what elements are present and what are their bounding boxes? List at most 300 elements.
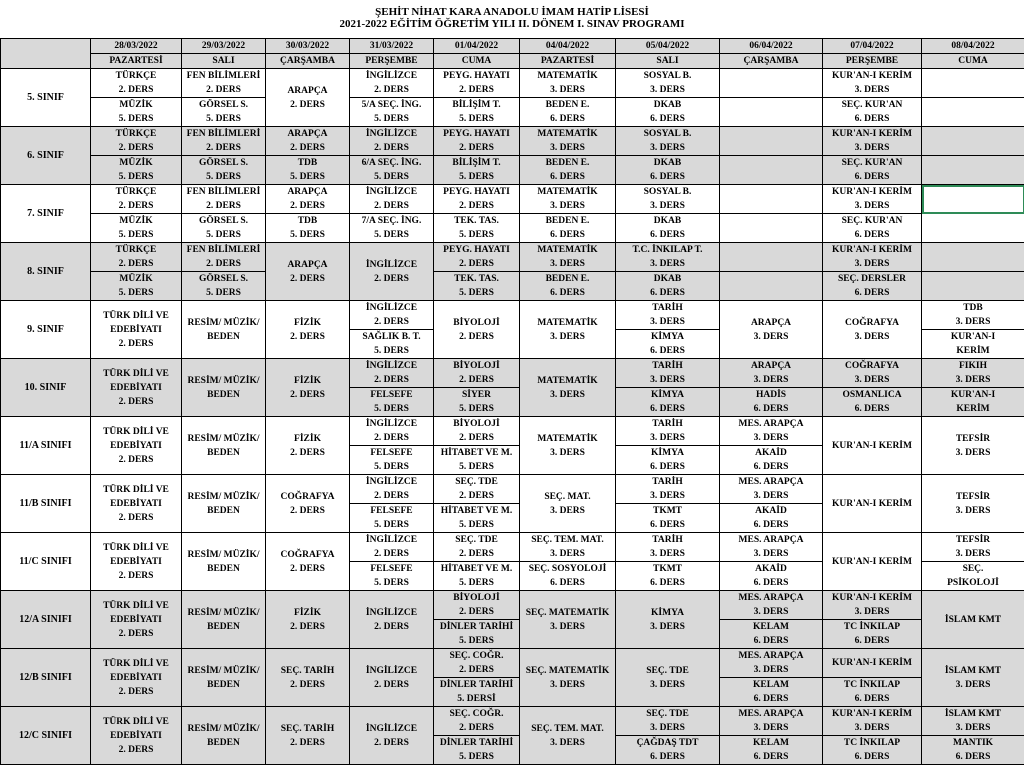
exam-cell-top [520, 533, 616, 562]
cell-line: 3. DERS [650, 259, 685, 269]
cell-line: FELSEFE [370, 448, 413, 458]
cell-line: İNGİLİZCE [365, 71, 418, 81]
exam-cell-bottom [720, 620, 823, 649]
exam-cell-top [616, 417, 720, 446]
cell-line: İNGİLİZCE [365, 187, 418, 197]
cell-line: SEÇ. KUR'AN [841, 100, 903, 110]
cell-line: BEDEN E. [545, 158, 590, 168]
day-header: PERŞEMBE [823, 54, 922, 69]
cell-line: 2. DERS [374, 201, 409, 211]
cell-line: SEÇ. MAT. [544, 491, 591, 502]
exam-cell-bottom [520, 272, 616, 301]
school-title: ŞEHİT NİHAT KARA ANADOLU İMAM HATİP LİSESİ [375, 6, 649, 18]
cell-line: 2. DERS [374, 143, 409, 153]
cell-line: 3. DERS [753, 331, 789, 342]
cell-line: DKAB [653, 158, 682, 168]
exam-cell-top [434, 359, 520, 388]
cell-line: MANTIK [952, 738, 994, 748]
cell-line: EDEBİYATI [110, 440, 162, 451]
exam-cell-bottom [434, 272, 520, 301]
exam-cell-bottom [350, 446, 434, 475]
cell-line: RESİM/ MÜZİK/ [187, 375, 260, 386]
exam-cell-bottom [823, 620, 922, 649]
cell-line: TÜRK DİLİ VE [103, 426, 169, 437]
cell-line: 5. DERS [459, 636, 494, 646]
cell-line: TC İNKILAP [843, 738, 901, 748]
exam-cell-bottom [922, 272, 1024, 301]
cell-line: 3. DERS [753, 433, 789, 443]
exam-cell-top [520, 127, 616, 156]
cell-line: 3. DERS [550, 447, 585, 458]
exam-cell-bottom [350, 214, 434, 243]
cell-line: 6. DERS [854, 636, 890, 646]
exam-cell-bottom [823, 388, 922, 417]
exam-cell-bottom [91, 98, 182, 127]
cell-line: 6. DERS [650, 288, 685, 298]
cell-line: ÇAĞDAŞ TDT [636, 738, 699, 748]
cell-line: 3. DERS [650, 85, 685, 95]
exam-cell-top [922, 127, 1024, 156]
cell-line: 5. DERS [290, 172, 325, 182]
cell-line: 3. DERS [550, 737, 585, 748]
cell-line: DKAB [653, 274, 682, 284]
cell-line: İNGİLİZCE [365, 303, 418, 313]
cell-line: 3. DERS [753, 375, 789, 385]
exam-cell-bottom [616, 156, 720, 185]
cell-line: 5. DERS [118, 230, 154, 240]
exam-cell [91, 533, 182, 591]
cell-line: BİYOLOJİ [453, 317, 500, 328]
exam-cell-top [823, 185, 922, 214]
cell-line: EDEBİYATI [110, 498, 162, 509]
cell-line: TDB [297, 158, 318, 168]
cell-line: 6. DERS [753, 752, 789, 762]
exam-cell-bottom [922, 330, 1024, 359]
exam-cell-bottom [266, 156, 350, 185]
cell-line: 2. DERS [459, 331, 494, 342]
exam-cell-bottom [616, 330, 720, 359]
exam-cell-bottom [922, 98, 1024, 127]
cell-line: 5. DERS [459, 462, 494, 472]
exam-cell [823, 301, 922, 359]
cell-line: SİYER [461, 390, 492, 400]
exam-cell-top [823, 359, 922, 388]
exam-cell-bottom [434, 98, 520, 127]
cell-line: 6. DERS [550, 288, 585, 298]
exam-cell-bottom [922, 562, 1024, 591]
exam-cell-bottom [616, 562, 720, 591]
cell-line: ARAPÇA [287, 129, 328, 139]
cell-line: KUR'AN-I [950, 390, 996, 400]
date-header: 29/03/2022 [182, 39, 266, 54]
cell-line: 6. DERS [550, 172, 585, 182]
cell-line: 2. DERS [459, 607, 494, 617]
cell-line: İNGİLİZCE [365, 723, 418, 734]
exam-cell [182, 707, 266, 765]
cell-line: 6. DERS [753, 404, 789, 414]
exam-cell [520, 417, 616, 475]
exam-cell-top [616, 533, 720, 562]
exam-cell-bottom [616, 504, 720, 533]
day-header: SALI [182, 54, 266, 69]
exam-cell-top [520, 243, 616, 272]
cell-line: 5. DERS [206, 230, 241, 240]
cell-line: 2. DERS [118, 454, 154, 465]
cell-line: 3. DERS [650, 491, 685, 501]
cell-line: KERİM [956, 346, 990, 356]
exam-cell [922, 591, 1024, 649]
exam-cell-top [434, 69, 520, 98]
exam-cell [266, 359, 350, 417]
exam-cell-top [350, 359, 434, 388]
cell-line: MES. ARAPÇA [738, 709, 804, 719]
cell-line: 3. DERS [650, 621, 685, 632]
cell-line: BEDEN [207, 563, 240, 574]
cell-line: SEÇ. [962, 564, 984, 574]
exam-cell-bottom [350, 330, 434, 359]
cell-line: FİZİK [294, 433, 321, 444]
cell-line: RESİM/ MÜZİK/ [187, 317, 260, 328]
cell-line: 3. DERS [753, 491, 789, 501]
cell-line: RESİM/ MÜZİK/ [187, 433, 260, 444]
cell-line: ARAPÇA [750, 361, 792, 371]
exam-cell-bottom [616, 98, 720, 127]
exam-cell-bottom [434, 446, 520, 475]
cell-line: 5. DERS [459, 230, 494, 240]
cell-line: 6. DERS [955, 752, 991, 762]
exam-cell-top [823, 127, 922, 156]
exam-cell-top [350, 475, 434, 504]
cell-line: FIKIH [959, 361, 987, 371]
exam-cell-top [434, 475, 520, 504]
cell-line: TÜRK DİLİ VE [103, 542, 169, 553]
cell-line: 3. DERS [650, 433, 685, 443]
cell-line: COĞRAFYA [844, 361, 899, 371]
cell-line: 6. DERS [650, 462, 685, 472]
exam-cell [922, 417, 1024, 475]
cell-line: GÖRSEL S. [198, 158, 249, 168]
cell-line: 5. DERS [459, 578, 494, 588]
cell-line: 2. DERS [290, 143, 325, 153]
cell-line: MES. ARAPÇA [738, 419, 804, 429]
cell-line: 3. DERS [854, 85, 890, 95]
cell-line: TEK. TAS. [454, 216, 499, 226]
exam-cell-bottom [434, 504, 520, 533]
exam-cell-bottom [182, 98, 266, 127]
cell-line: KUR'AN-I [950, 332, 996, 342]
cell-line: RESİM/ MÜZİK/ [187, 491, 260, 502]
cell-line: TÜRKÇE [115, 71, 157, 81]
cell-line: KUR'AN-I KERİM [832, 709, 912, 719]
cell-line: BİLİŞİM T. [452, 158, 501, 168]
exam-cell [434, 301, 520, 359]
cell-line: 2. DERS [290, 563, 325, 574]
cell-line: 3. DERS [650, 201, 685, 211]
cell-line: İNGİLİZCE [365, 361, 418, 371]
exam-cell [616, 649, 720, 707]
cell-line: 6. DERS [550, 114, 585, 124]
exam-cell-bottom [720, 214, 823, 243]
cell-line: KİMYA [651, 332, 684, 342]
cell-line: 3. DERS [650, 143, 685, 153]
cell-line: MATEMATİK [537, 187, 598, 197]
cell-line: KUR'AN-I KERİM [832, 187, 912, 197]
class-name: 12/A SINIFI [1, 591, 91, 649]
cell-line: İNGİLİZCE [365, 477, 418, 487]
cell-line: TÜRK DİLİ VE [103, 716, 169, 727]
cell-line: 3. DERS [550, 85, 585, 95]
exam-cell-top [182, 127, 266, 156]
cell-line: MÜZİK [119, 216, 153, 226]
cell-line: BEDEN [207, 389, 240, 400]
cell-line: EDEBİYATI [110, 556, 162, 567]
cell-line: DKAB [653, 100, 682, 110]
cell-line: 3. DERS [854, 143, 890, 153]
cell-line: 6. DERS [650, 520, 685, 530]
exam-cell-top [266, 127, 350, 156]
cell-line: 6. DERS [550, 578, 585, 588]
exam-cell-top [616, 707, 720, 736]
cell-line: 5. DERS [118, 288, 154, 298]
exam-cell [182, 533, 266, 591]
day-header: ÇARŞAMBA [266, 54, 350, 69]
cell-line: 2. DERS [459, 433, 494, 443]
date-header: 01/04/2022 [434, 39, 520, 54]
exam-cell-top [922, 243, 1024, 272]
cell-line: GÖRSEL S. [198, 274, 249, 284]
cell-line: 5. DERS [374, 346, 409, 356]
exam-cell-bottom [520, 156, 616, 185]
cell-line: 2. DERS [290, 737, 325, 748]
exam-cell-top [91, 185, 182, 214]
cell-line: BİLİŞİM T. [452, 100, 501, 110]
cell-line: 3. DERS [753, 607, 789, 617]
cell-line: TÜRK DİLİ VE [103, 368, 169, 379]
exam-cell-bottom [823, 214, 922, 243]
cell-line: HADİS [755, 390, 787, 400]
cell-line: TC İNKILAP [843, 680, 901, 690]
exam-cell-bottom [520, 98, 616, 127]
exam-cell-bottom [350, 504, 434, 533]
cell-line: 2. DERS [459, 259, 494, 269]
cell-line: OSMANLICA [842, 390, 902, 400]
cell-line: COĞRAFYA [844, 317, 899, 328]
cell-line: 3. DERS [650, 679, 685, 690]
cell-line: 5. DERS [290, 230, 325, 240]
cell-line: KUR'AN-I KERİM [832, 498, 912, 509]
cell-line: FELSEFE [370, 390, 413, 400]
cell-line: 2. DERS [206, 259, 241, 269]
exam-cell-top [823, 243, 922, 272]
cell-line: 5. DERS [118, 172, 154, 182]
cell-line: İSLAM KMT [944, 709, 1002, 719]
exam-cell [182, 359, 266, 417]
exam-cell [350, 591, 434, 649]
cell-line: 2. DERS [459, 549, 494, 559]
cell-line: MÜZİK [119, 100, 153, 110]
day-header: SALI [616, 54, 720, 69]
exam-cell-top [434, 591, 520, 620]
cell-line: 5. DERS [459, 520, 494, 530]
cell-line: FEN BİLİMLERİ [186, 129, 261, 139]
cell-line: AKAİD [755, 506, 787, 516]
cell-line: TARİH [652, 361, 683, 371]
exam-cell [266, 69, 350, 127]
cell-line: MATEMATİK [537, 71, 598, 81]
cell-line: 7/A SEÇ. İNG. [361, 216, 422, 226]
corner-cell [1, 39, 91, 69]
date-header: 06/04/2022 [720, 39, 823, 54]
cell-line: TÜRK DİLİ VE [103, 310, 169, 321]
exam-cell-bottom [434, 156, 520, 185]
cell-line: TEK. TAS. [454, 274, 499, 284]
date-header: 28/03/2022 [91, 39, 182, 54]
cell-line: BİYOLOJİ [453, 593, 500, 603]
cell-line: 2. DERS [459, 201, 494, 211]
cell-line: PEYG. HAYATI [443, 245, 510, 255]
date-header: 08/04/2022 [922, 39, 1024, 54]
exam-cell-bottom [182, 156, 266, 185]
exam-cell-bottom [616, 446, 720, 475]
cell-line: İNGİLİZCE [365, 419, 418, 429]
cell-line: 3. DERS [854, 375, 890, 385]
cell-line: MATEMATİK [537, 317, 598, 328]
cell-line: 2. DERS [459, 491, 494, 501]
exam-cell-top [350, 417, 434, 446]
exam-cell [266, 243, 350, 301]
exam-cell-top [720, 533, 823, 562]
exam-cell-bottom [922, 736, 1024, 765]
exam-cell [823, 417, 922, 475]
cell-line: 5. DERS [374, 578, 409, 588]
exam-cell-top [616, 243, 720, 272]
cell-line: 6. DERS [854, 172, 890, 182]
cell-line: FİZİK [294, 375, 321, 386]
cell-line: 6. DERS [753, 578, 789, 588]
cell-line: 6. DERS [753, 462, 789, 472]
cell-line: İSLAM KMT [944, 665, 1002, 676]
cell-line: 6. DERS [854, 114, 890, 124]
cell-line: MES. ARAPÇA [738, 477, 804, 487]
exam-cell [922, 649, 1024, 707]
exam-cell-bottom [922, 214, 1024, 243]
exam-cell [520, 475, 616, 533]
cell-line: RESİM/ MÜZİK/ [187, 665, 260, 676]
exam-cell-top [720, 417, 823, 446]
cell-line: SEÇ. DERSLER [837, 274, 907, 284]
cell-line: SAĞLIK B. T. [362, 332, 421, 342]
exam-cell [91, 301, 182, 359]
cell-line: 5. DERS [459, 114, 494, 124]
cell-line: BEDEN [207, 447, 240, 458]
cell-line: TÜRK DİLİ VE [103, 484, 169, 495]
cell-line: SEÇ. TDE [646, 665, 689, 676]
cell-line: 3. DERS [854, 607, 890, 617]
date-header: 07/04/2022 [823, 39, 922, 54]
cell-line: KUR'AN-I KERİM [832, 440, 912, 451]
cell-line: MES. ARAPÇA [738, 651, 804, 661]
cell-line: EDEBİYATI [110, 672, 162, 683]
class-name: 11/B SINIFI [1, 475, 91, 533]
exam-cell-bottom [520, 562, 616, 591]
cell-line: MATEMATİK [537, 129, 598, 139]
cell-line: EDEBİYATI [110, 382, 162, 393]
cell-line: EDEBİYATI [110, 614, 162, 625]
date-header: 05/04/2022 [616, 39, 720, 54]
cell-line: İNGİLİZCE [365, 129, 418, 139]
cell-line: 6. DERS [753, 636, 789, 646]
cell-line: 2. DERS [459, 375, 494, 385]
cell-line: COĞRAFYA [280, 491, 335, 502]
exam-cell-bottom [434, 562, 520, 591]
cell-line: 3. DERS [854, 331, 890, 342]
cell-line: SOSYAL B. [643, 187, 692, 197]
cell-line: EDEBİYATI [110, 730, 162, 741]
cell-line: TKMT [652, 564, 683, 574]
exam-cell-bottom [91, 272, 182, 301]
cell-line: 5/A SEÇ. İNG. [361, 100, 422, 110]
exam-cell-top [520, 69, 616, 98]
cell-line: 3. DERS [854, 259, 890, 269]
exam-cell-top [434, 533, 520, 562]
cell-line: BİYOLOJİ [453, 361, 500, 371]
exam-cell-bottom [520, 214, 616, 243]
cell-line: BEDEN [207, 505, 240, 516]
cell-line: 3. DERS [955, 447, 991, 458]
cell-line: KELAM [753, 738, 789, 748]
cell-line: 6. DERS [753, 520, 789, 530]
exam-cell [91, 649, 182, 707]
cell-line: SEÇ. TDE [646, 709, 689, 719]
cell-line: SEÇ. COĞR. [449, 651, 504, 661]
exam-cell-bottom [350, 98, 434, 127]
cell-line: 6. DERS [550, 230, 585, 240]
exam-cell-bottom [91, 156, 182, 185]
cell-line: BEDEN E. [545, 216, 590, 226]
cell-line: 5. DERS [206, 172, 241, 182]
exam-cell-top [922, 359, 1024, 388]
cell-line: FEN BİLİMLERİ [186, 71, 261, 81]
cell-line: İNGİLİZCE [365, 535, 418, 545]
cell-line: 2. DERS [206, 85, 241, 95]
cell-line: 2. DERS [374, 737, 409, 748]
cell-line: 6. DERS [854, 230, 890, 240]
exam-cell-top [720, 475, 823, 504]
cell-line: KUR'AN-I KERİM [832, 245, 912, 255]
cell-line: KERİM [956, 404, 990, 414]
class-name: 12/C SINIFI [1, 707, 91, 765]
cell-line: 2. DERS [290, 447, 325, 458]
cell-line: TEFSİR [955, 535, 991, 545]
day-header: PAZARTESİ [91, 54, 182, 69]
cell-line: 3. DERS [955, 375, 991, 385]
exam-cell-top [434, 707, 520, 736]
exam-cell [182, 475, 266, 533]
cell-line: 3. DERS [550, 143, 585, 153]
cell-line: RESİM/ MÜZİK/ [187, 607, 260, 618]
cell-line: 3. DERS [854, 201, 890, 211]
header-row-dates [1, 39, 1024, 54]
cell-line: BEDEN [207, 737, 240, 748]
date-header: 30/03/2022 [266, 39, 350, 54]
class-name: 12/B SINIFI [1, 649, 91, 707]
cell-line: BEDEN [207, 331, 240, 342]
cell-line: SEÇ. TARİH [280, 665, 335, 676]
cell-line: 6. DERS [650, 346, 685, 356]
cell-line: 3. DERS [550, 621, 585, 632]
exam-cell-bottom [922, 156, 1024, 185]
exam-cell-bottom [720, 504, 823, 533]
